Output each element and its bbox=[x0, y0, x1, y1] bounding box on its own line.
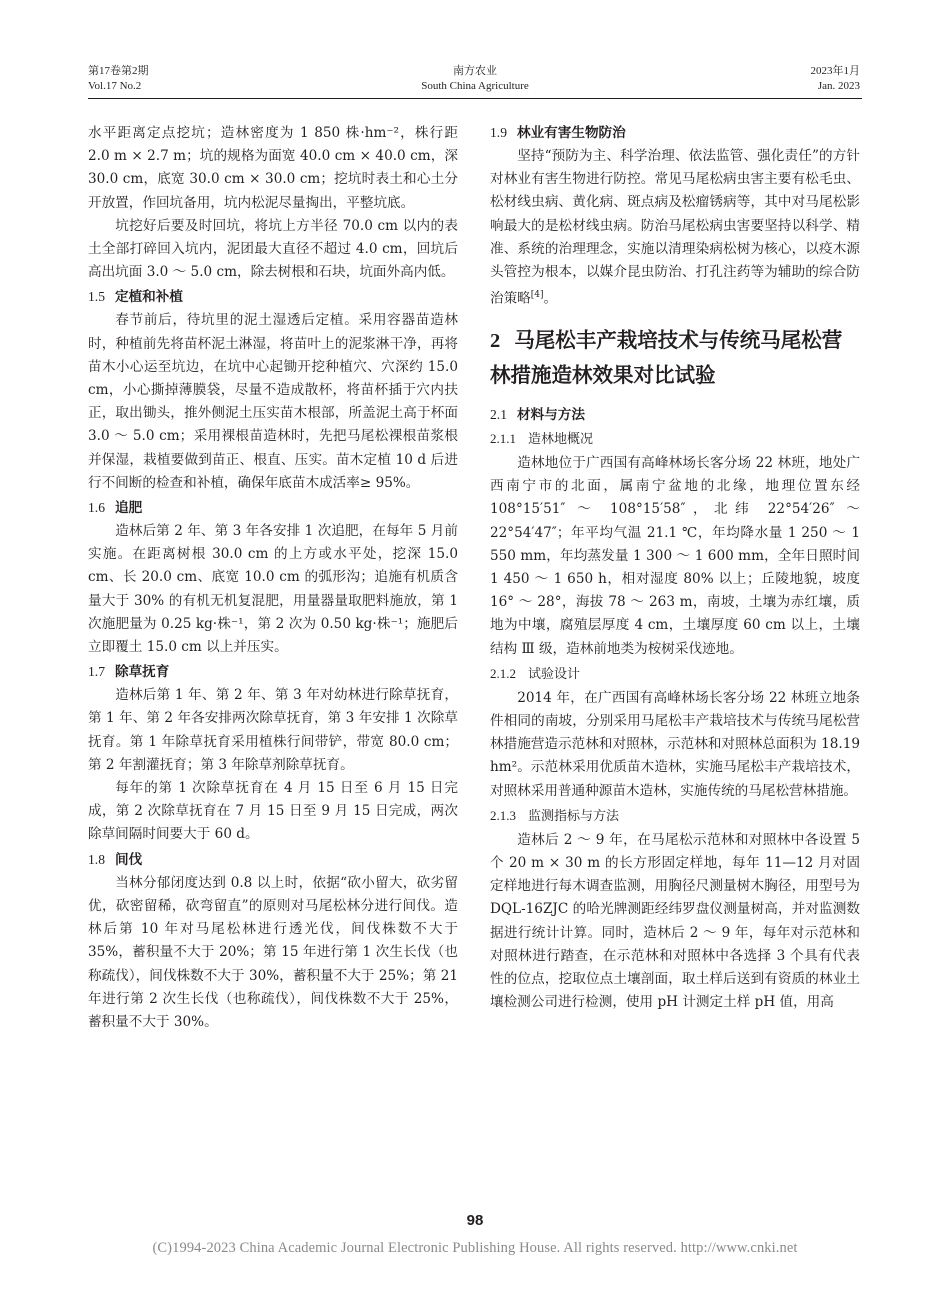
section-title: 林业有害生物防治 bbox=[517, 125, 626, 141]
subsection-title: 试验设计 bbox=[528, 666, 581, 682]
section-title: 除草抚育 bbox=[115, 664, 170, 681]
subsection-title: 监测指标与方法 bbox=[528, 808, 620, 824]
copyright-footer: (C)1994-2023 China Academic Journal Electronic Publishing House. All rights reserved. http://www.cnki.net bbox=[152, 1240, 798, 1256]
section-number: 1.5 bbox=[88, 289, 105, 305]
paragraph: 水平距离定点挖坑；造林密度为 1 850 株·hm⁻²，株行距 2.0 m × 2.7 m；坑的规格为面宽 40.0 cm × 40.0 cm，深 30.0 cm，底宽 30.0 cm × 30.0 cm；挖坑时表土和心土分开放置，作回坑备用，坑内松泥尽量掏出，平整坑底。 bbox=[88, 125, 458, 211]
header-date bbox=[811, 64, 861, 94]
paragraph-text: 坚持“预防为主、科学治理、依法监管、强化责任”的方针对林业有害生物进行防控。常见马尾松病虫害主要有松毛虫、松材线虫病、黄化病、斑点病及松瘤锈病等，其中对马尾松影响最大的是松材线虫病。防治马尾松病虫害要坚持以科学、精准、系统的治理理念，实施以清理染病松树为核心，以疫木源头管控为根本，以媒介昆虫防治、打孔注药等为辅助的综合防治策略 bbox=[490, 148, 860, 307]
subsection-number: 2.1.1 bbox=[490, 430, 516, 446]
volume-cn: 第17卷第2期 bbox=[88, 65, 149, 77]
left-column bbox=[88, 122, 458, 1034]
section-heading-2-1 bbox=[490, 404, 860, 426]
paragraph: 坑挖好后要及时回坑，将坑上方半径 70.0 cm 以内的表土全部打碎回入坑内，泥团最大直径不超过 4.0 cm，回坑后高出坑面 3.0 ～ 5.0 cm，除去树根和石块，坑面外高内低。 bbox=[88, 217, 458, 281]
paragraph: 春节前后，待坑里的泥土湿透后定植。采用容器苗造林时，种植前先将苗杯泥土淋湿，将苗叶上的泥浆淋干净，再将苗木小心运至坑边，在坑中心起锄开挖种植穴、穴深约 15.0 cm，小心撕掉薄膜袋，尽量不造成散杯，将苗杯插于穴内扶正，取出锄头，推外侧泥土压实苗木根部，所盖泥土高于杯面 3.0 ～ 5.0 cm；采用裸根苗造林时，先把马尾松裸根苗浆根并保湿，栽植要做到苗正、根直、压实。苗木定植 10 d 后进行不间断的检查和补植，确保年底苗木成活率≥ 95%。 bbox=[88, 312, 458, 491]
section-number: 2.1 bbox=[490, 406, 507, 422]
section-heading-1-9 bbox=[490, 122, 860, 144]
chapter-number: 2 bbox=[490, 329, 501, 352]
subsection-number: 2.1.2 bbox=[490, 665, 516, 681]
citation-ref[interactable]: [4] bbox=[530, 290, 544, 301]
section-title: 定植和补植 bbox=[115, 289, 183, 306]
subsection-title: 造林地概况 bbox=[528, 431, 594, 447]
subsection-heading-2-1-1 bbox=[490, 428, 860, 451]
header-rule bbox=[88, 98, 862, 99]
volume-en: Vol.17 No.2 bbox=[88, 80, 142, 92]
paragraph: 2014 年，在广西国有高峰林场长客分场 22 林班立地条件相同的南坡，分别采用马尾松丰产栽培技术与传统马尾松营林措施营造示范林和对照林，示范林和对照林总面积为 18.19 hm²。示范林采用优质苗木造林，实施马尾松丰产栽培技术，对照林采用普通种源苗木造林，实施传统的马尾松营林措施。 bbox=[490, 689, 860, 799]
chapter-heading-2 bbox=[490, 323, 860, 392]
right-column bbox=[490, 122, 860, 1014]
subsection-number: 2.1.3 bbox=[490, 807, 516, 823]
journal-cn: 南方农业 bbox=[453, 65, 497, 77]
section-title: 材料与方法 bbox=[517, 406, 585, 423]
section-heading-1-6 bbox=[88, 497, 458, 519]
page-number: 98 bbox=[466, 1212, 484, 1229]
paragraph bbox=[490, 145, 860, 311]
section-heading-1-7 bbox=[88, 661, 458, 683]
date-en: Jan. 2023 bbox=[817, 80, 860, 92]
paragraph: 造林后第 2 年、第 3 年各安排 1 次追肥，在每年 5 月前实施。在距离树根 30.0 cm 的上方或水平处，挖深 15.0 cm、长 20.0 cm、底宽 10.0 cm 的弧形沟；追施有机质含量大于 30% 的有机无机复混肥，用量器量取肥料施放，第 1 次施肥量为 0.25 kg·株⁻¹，第 2 次为 0.50 kg·株⁻¹；施肥后立即覆土 15.0 cm 以上并压实。 bbox=[88, 523, 458, 656]
paragraph: 每年的第 1 次除草抚育在 4 月 15 日至 6 月 15 日完成，第 2 次除草抚育在 7 月 15 日至 9 月 15 日完成，两次除草间隔时间要大于 60 d。 bbox=[88, 780, 458, 843]
subsection-heading-2-1-2 bbox=[490, 663, 860, 686]
section-number: 1.6 bbox=[88, 500, 105, 516]
journal-en: South China Agriculture bbox=[421, 80, 529, 92]
section-title: 追肥 bbox=[115, 500, 143, 517]
header-journal bbox=[0, 64, 950, 94]
section-number: 1.8 bbox=[88, 851, 105, 867]
paragraph: 当林分郁闭度达到 0.8 以上时，依据“砍小留大，砍劣留优，砍密留稀，砍弯留直”的原则对马尾松林分进行间伐。造林后第 10 年对马尾松林进行透光伐，间伐株数不大于 35%，蓄积量不大于 20%；第 15 年进行第 1 次生长伐（也称疏伐），间伐株数不大于 30%，蓄积量不大于 25%；第 21 年进行第 2 次生长伐（也称疏伐），间伐株数不大于 25%，蓄积量不大于 30%。 bbox=[88, 874, 458, 1030]
paragraph: 造林地位于广西国有高峰林场长客分场 22 林班，地处广西南宁市的北面，属南宁盆地的北缘，地理位置东经 108°15′51″ ～ 108°15′58″，北纬 22°54′26″ ～ 22°54′47″；年平均气温 21.1 ℃，年均降水量 1 250 ～ 1 550 mm，年均蒸发量 1 300 ～ 1 600 mm，全年日照时间 1 450 ～ 1 650 h，相对湿度 80% 以上；丘陵地貌，坡度 16° ～ 28°，海拔 78 ～ 263 m，南坡，土壤为赤红壤，质地为中壤，腐殖层厚度 4 cm，土壤厚度 60 cm 以上，土壤结构 Ⅲ 级，造林前地类为桉树采伐迹地。 bbox=[490, 454, 860, 657]
paragraph: 造林后第 1 年、第 2 年、第 3 年对幼林进行除草抚育，第 1 年、第 2 年各安排两次除草抚育，第 3 年安排 1 次除草抚育。第 1 年除草抚育采用植株行间带铲，带宽 80.0 cm；第 2 年割灌抚育；第 3 年除草剂除草抚育。 bbox=[88, 687, 458, 773]
date-cn: 2023年1月 bbox=[810, 65, 860, 77]
section-number: 1.7 bbox=[88, 664, 105, 680]
section-number: 1.9 bbox=[490, 125, 507, 140]
section-heading-1-8 bbox=[88, 849, 458, 871]
section-heading-1-5 bbox=[88, 286, 458, 308]
subsection-heading-2-1-3 bbox=[490, 805, 860, 828]
section-title: 间伐 bbox=[115, 851, 143, 868]
paragraph: 造林后 2 ～ 9 年，在马尾松示范林和对照林中各设置 5 个 20 m × 30 m 的长方形固定样地，每年 11—12 月对固定样地进行每木调查监测，用胸径尺测量树木胸径，用型号为 DQL-16ZJC 的哈光牌测距经纬罗盘仪测量树高，并对监测数据进行统计计算。同时，造林后 2 ～ 9 年，每年对示范林和对照林进行踏查，在示范林和对照林中各选择 3 个具有代表性的位点，挖取位点土壤剖面，取土样后送到有资质的林业土壤检测公司进行检测，使用 pH 计测定土样 pH 值，用高 bbox=[490, 831, 860, 1011]
paragraph-end: 。 bbox=[543, 290, 558, 307]
chapter-title: 马尾松丰产栽培技术与传统马尾松营林措施造林效果对比试验 bbox=[490, 327, 843, 387]
